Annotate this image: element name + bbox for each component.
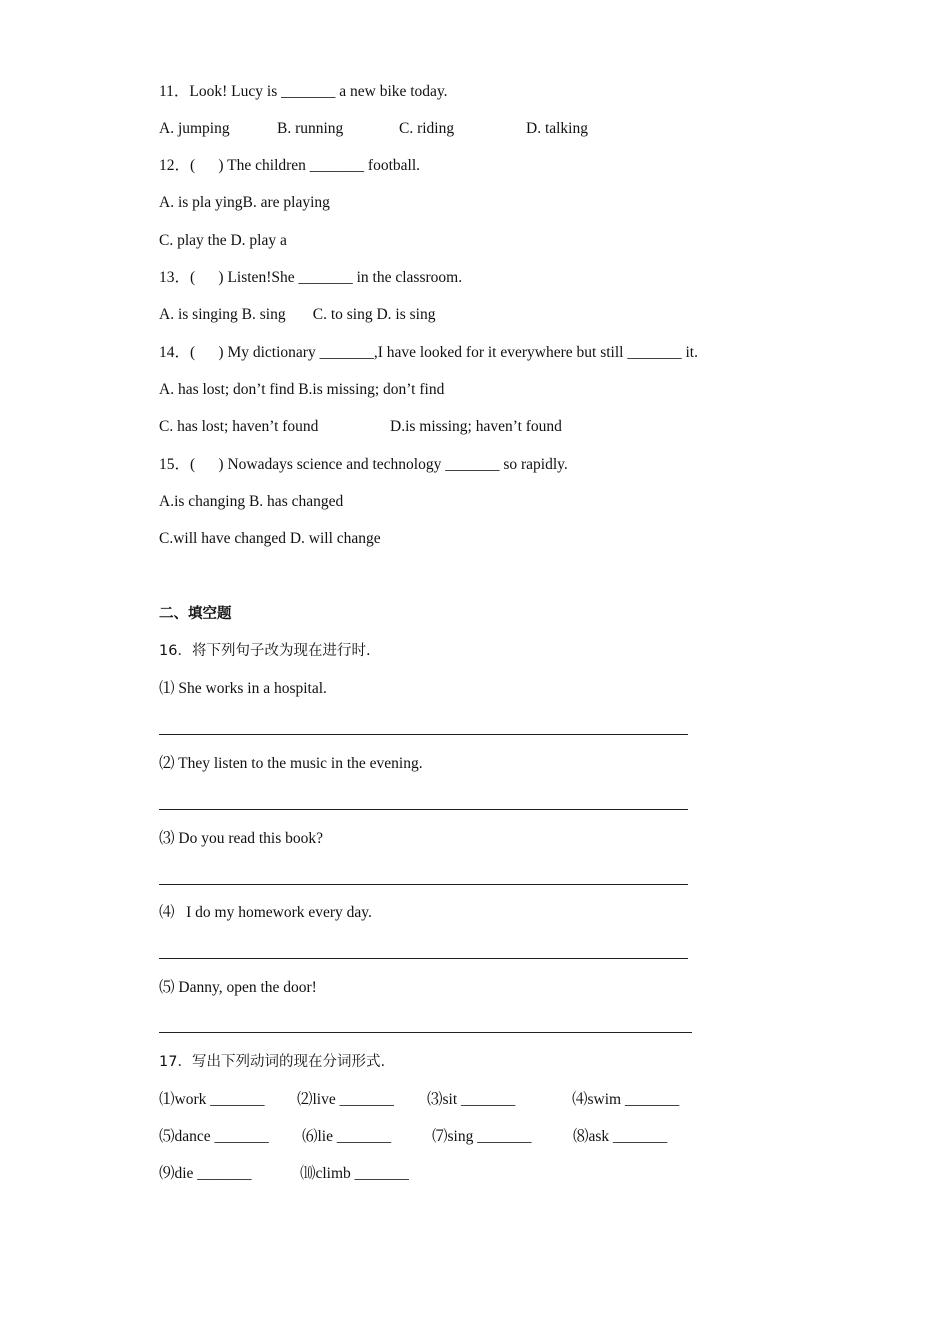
q15-options-line-1: A.is changing B. has changed: [159, 493, 344, 510]
question-12-stem: 12．( ) The children _______ football.: [159, 157, 421, 174]
q12-options-line-1: A. is pla yingB. are playing: [159, 194, 330, 211]
question-16-stem: 16．将下列句子改为现在进行时.: [159, 643, 371, 659]
question-17-stem: 17．写出下列动词的现在分词形式.: [159, 1054, 386, 1070]
q16-item-3: ⑶ Do you read this book?: [159, 830, 324, 847]
q16-item-2: ⑵ They listen to the music in the evening.: [159, 755, 423, 772]
question-11-stem: 11．Look! Lucy is _______ a new bike today.: [159, 83, 448, 100]
q11-option-b: B. running: [277, 120, 344, 137]
q17-item-3: ⑶sit _______: [427, 1091, 516, 1108]
q11-option-a: A. jumping: [159, 120, 230, 137]
q17-item-7: ⑺sing _______: [432, 1128, 532, 1145]
answer-line: [159, 884, 688, 885]
q11-option-c: C. riding: [399, 120, 455, 137]
q16-item-1: ⑴ She works in a hospital.: [159, 680, 327, 697]
q17-item-1: ⑴work _______: [159, 1091, 265, 1108]
section-2-heading: 二、填空题: [159, 606, 232, 622]
answer-line: [159, 809, 688, 810]
answer-line: [159, 1032, 692, 1033]
q17-item-2: ⑵live _______: [297, 1091, 394, 1108]
q17-item-8: ⑻ask _______: [573, 1128, 668, 1145]
answer-line: [159, 734, 688, 735]
q16-item-5: ⑸ Danny, open the door!: [159, 979, 317, 996]
q13-options-line: A. is singing B. sing C. to sing D. is sing: [159, 306, 436, 323]
answer-line: [159, 958, 688, 959]
q15-options-line-2: C.will have changed D. will change: [159, 530, 381, 547]
q17-item-9: ⑼die _______: [159, 1165, 252, 1182]
q12-options-line-2: C. play the D. play a: [159, 232, 287, 249]
question-14-stem: 14．( ) My dictionary _______,I have looked for it everywhere but still _______ it.: [159, 344, 698, 361]
q16-item-4: ⑷ I do my homework every day.: [159, 904, 372, 921]
q14-options-line-1: A. has lost; don’t find B.is missing; don’t find: [159, 381, 445, 398]
question-15-stem: 15．( ) Nowadays science and technology _______ so rapidly.: [159, 456, 568, 473]
q11-option-d: D. talking: [526, 120, 588, 137]
q17-item-6: ⑹lie _______: [302, 1128, 392, 1145]
q14-option-c: C. has lost; haven’t found: [159, 418, 319, 435]
q17-item-10: ⑽climb _______: [300, 1165, 409, 1182]
q14-option-d: D.is missing; haven’t found: [390, 418, 562, 435]
q17-item-4: ⑷swim _______: [572, 1091, 680, 1108]
question-13-stem: 13．( ) Listen!She _______ in the classroom.: [159, 269, 463, 286]
q17-item-5: ⑸dance _______: [159, 1128, 269, 1145]
